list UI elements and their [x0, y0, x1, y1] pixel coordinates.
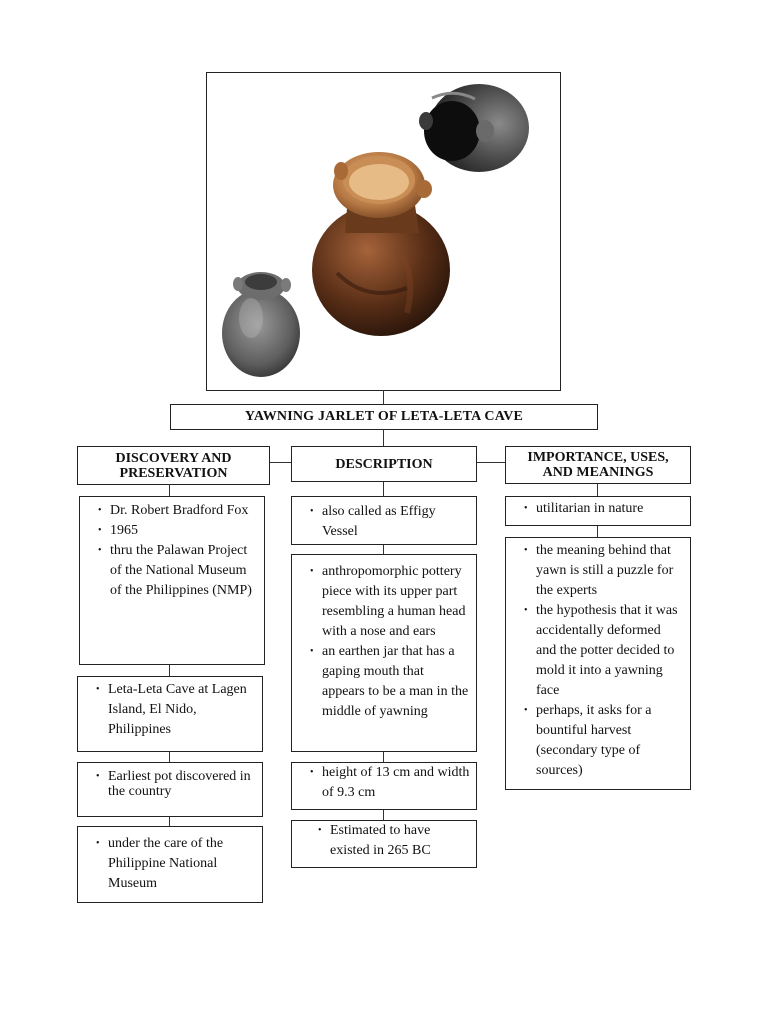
jarlet-photos: [207, 73, 561, 391]
description-box-3: [291, 762, 477, 810]
importance-list-1: [506, 499, 690, 519]
list-item: • anthropomorphic pottery piece with its upper part resembling a human head with a nose and ears: [322, 562, 470, 642]
connector-line: [169, 664, 170, 676]
list-item: • perhaps, it asks for a bountiful harvest (secondary type of sources): [536, 701, 684, 781]
discovery-list-2: [78, 680, 262, 740]
diagram-title: [170, 404, 598, 430]
description-box-4: [291, 820, 477, 868]
description-list-3: [292, 763, 476, 803]
discovery-list-1: [80, 501, 264, 601]
list-item: • the hypothesis that it was accidentally deformed and the potter decided to mold it into a yawning face: [536, 601, 684, 701]
header-discovery-line1: DISCOVERY AND: [115, 450, 232, 466]
description-box-2: [291, 554, 477, 752]
discovery-box-2: [77, 676, 263, 752]
gray-jarlet-bottom: [222, 272, 300, 377]
discovery-box-1: [79, 496, 265, 665]
header-description-text: DESCRIPTION: [335, 456, 433, 472]
importance-box-2: [505, 537, 691, 790]
discovery-box-4: [77, 826, 263, 903]
description-list-2: [292, 562, 476, 722]
list-item: • utilitarian in nature: [536, 499, 684, 519]
connector-line: [383, 544, 384, 554]
header-description: [291, 446, 477, 482]
header-discovery-line2: PRESERVATION: [119, 465, 228, 481]
header-importance-line2: AND MEANINGS: [542, 465, 654, 480]
gray-jarlet-top: [419, 84, 529, 172]
header-importance: [505, 446, 691, 484]
connector-line: [383, 429, 384, 446]
list-item: • Leta-Leta Cave at Lagen Island, El Nido, Philippines: [108, 680, 256, 740]
list-item: • Earliest pot discovered in the country: [108, 769, 256, 799]
importance-box-1: [505, 496, 691, 526]
connector-line: [383, 482, 384, 496]
connector-line: [597, 484, 598, 496]
connector-line: [383, 752, 384, 762]
connector-line: [169, 816, 170, 826]
importance-list-2: [506, 541, 690, 781]
list-item: • Estimated to have existed in 265 BC: [330, 821, 470, 861]
discovery-list-4: [78, 834, 262, 894]
connector-line: [597, 525, 598, 537]
description-list-1: [292, 502, 476, 542]
discovery-list-3: [78, 769, 262, 799]
discovery-box-3: [77, 762, 263, 817]
connector-line: [169, 751, 170, 762]
main-jarlet: [312, 152, 450, 336]
connector-line: [383, 809, 384, 820]
description-box-1: [291, 496, 477, 545]
list-item: • an earthen jar that has a gaping mouth that appears to be a man in the middle of yawning: [322, 642, 470, 722]
description-list-4: [292, 821, 476, 861]
header-importance-line1: IMPORTANCE, USES,: [527, 450, 669, 465]
header-discovery: [77, 446, 270, 485]
list-item: • the meaning behind that yawn is still a puzzle for the experts: [536, 541, 684, 601]
list-item: • under the care of the Philippine National Museum: [108, 834, 256, 894]
jarlet-photo-frame: [206, 72, 561, 391]
diagram-title-text: YAWNING JARLET OF LETA-LETA CAVE: [244, 409, 524, 424]
connector-line: [169, 484, 170, 496]
list-item: • thru the Palawan Project of the National Museum of the Philippines (NMP): [110, 541, 258, 601]
list-item: • 1965: [110, 521, 258, 541]
list-item: • also called as Effigy Vessel: [322, 502, 470, 542]
list-item: • Dr. Robert Bradford Fox: [110, 501, 258, 521]
connector-line: [383, 390, 384, 404]
list-item: • height of 13 cm and width of 9.3 cm: [322, 763, 470, 803]
